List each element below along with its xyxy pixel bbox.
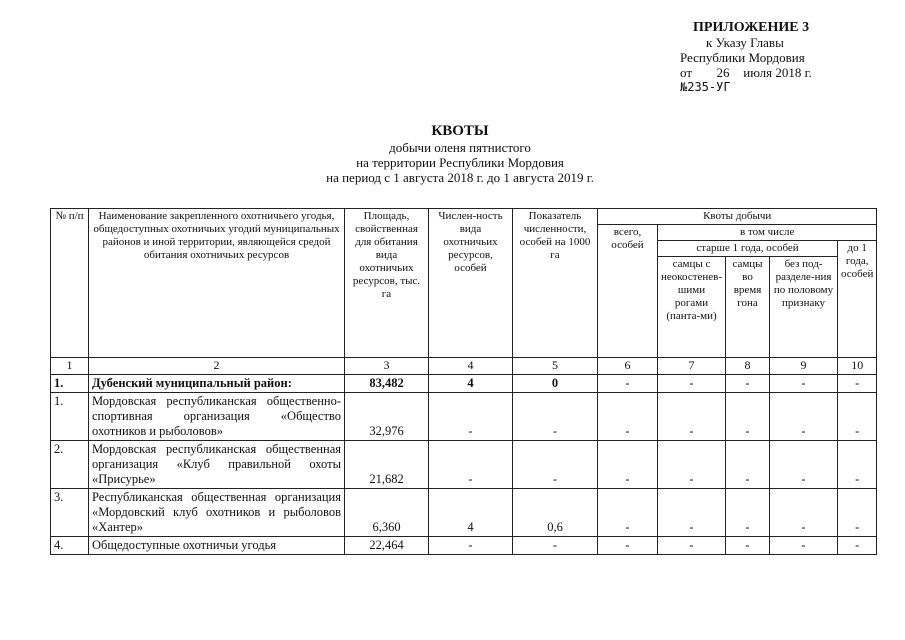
column-number: 3 bbox=[345, 358, 429, 375]
row-young: - bbox=[838, 537, 877, 555]
row-count: - bbox=[429, 537, 513, 555]
date-prefix: от bbox=[680, 65, 693, 80]
header-including: в том числе bbox=[658, 225, 877, 241]
header-name: Наименование закрепленного охотничьего угодья, общедоступных охотничьих угодий муниципальных районов и иной территории, являющейся средой обитания охотничьих ресурсов bbox=[89, 209, 345, 358]
row-number: 2. bbox=[51, 441, 89, 489]
row-young: - bbox=[838, 393, 877, 441]
row-young: - bbox=[838, 375, 877, 393]
row-young: - bbox=[838, 489, 877, 537]
row-no-sex: - bbox=[770, 375, 838, 393]
heading-line-2: на территории Республики Мордовия bbox=[356, 155, 564, 170]
column-number: 5 bbox=[513, 358, 598, 375]
row-area: 83,482 bbox=[345, 375, 429, 393]
heading-line-3: на период с 1 августа 2018 г. до 1 августа 2019 г. bbox=[326, 170, 594, 185]
row-density: 0,6 bbox=[513, 489, 598, 537]
header-count: Числен-ность вида охотничьих ресурсов, особей bbox=[429, 209, 513, 358]
header-males-antlers: самцы с неокостенев-шими рогами (панта-ми) bbox=[658, 257, 726, 358]
header-males-rut: самцы во время гона bbox=[726, 257, 770, 358]
header-quotas: Квоты добычи bbox=[598, 209, 877, 225]
row-no-sex: - bbox=[770, 537, 838, 555]
header-total: всего, особей bbox=[598, 225, 658, 358]
date-day: 26 bbox=[716, 65, 730, 80]
header-young: до 1 года, особей bbox=[838, 241, 877, 358]
row-number: 4. bbox=[51, 537, 89, 555]
row-area: 21,682 bbox=[345, 441, 429, 489]
column-number: 1 bbox=[51, 358, 89, 375]
row-area: 22,464 bbox=[345, 537, 429, 555]
row-density: - bbox=[513, 393, 598, 441]
table-row-district bbox=[51, 375, 877, 393]
appendix-block bbox=[680, 20, 900, 95]
quota-table bbox=[50, 208, 877, 555]
row-count: 4 bbox=[429, 375, 513, 393]
row-total: - bbox=[598, 489, 658, 537]
row-name: Республиканская общественная организация «Мордовский клуб охотников и рыболовов «Хантер» bbox=[89, 489, 345, 537]
column-number: 6 bbox=[598, 358, 658, 375]
row-males-antlers: - bbox=[658, 537, 726, 555]
row-males-rut: - bbox=[726, 375, 770, 393]
header-no: № п/п bbox=[51, 209, 89, 358]
row-area: 6,360 bbox=[345, 489, 429, 537]
row-no-sex: - bbox=[770, 489, 838, 537]
row-count: 4 bbox=[429, 489, 513, 537]
row-males-antlers: - bbox=[658, 393, 726, 441]
header-area: Площадь, свойственная для обитания вида охотничьих ресурсов, тыс. га bbox=[345, 209, 429, 358]
row-males-antlers: - bbox=[658, 489, 726, 537]
row-count: - bbox=[429, 441, 513, 489]
row-number: 1. bbox=[51, 393, 89, 441]
appendix-date bbox=[680, 65, 900, 80]
row-no-sex: - bbox=[770, 441, 838, 489]
row-males-antlers: - bbox=[658, 441, 726, 489]
row-density: 0 bbox=[513, 375, 598, 393]
document-heading bbox=[220, 124, 700, 185]
table-row bbox=[51, 489, 877, 537]
row-name: Мордовская республиканская общественно-спортивная организация «Общество охотников и рыболовов» bbox=[89, 393, 345, 441]
row-males-rut: - bbox=[726, 537, 770, 555]
date-rest: июля 2018 г. bbox=[743, 65, 812, 80]
row-males-rut: - bbox=[726, 441, 770, 489]
table-row bbox=[51, 393, 877, 441]
row-number: 3. bbox=[51, 489, 89, 537]
appendix-title: ПРИЛОЖЕНИЕ 3 bbox=[693, 20, 810, 35]
row-number: 1. bbox=[51, 375, 89, 393]
row-no-sex: - bbox=[770, 393, 838, 441]
appendix-line-decree: к Указу Главы bbox=[706, 35, 784, 50]
row-density: - bbox=[513, 537, 598, 555]
column-number-row bbox=[51, 358, 877, 375]
row-total: - bbox=[598, 375, 658, 393]
row-total: - bbox=[598, 393, 658, 441]
row-males-rut: - bbox=[726, 489, 770, 537]
row-name: Дубенский муниципальный район: bbox=[89, 375, 345, 393]
table-row bbox=[51, 441, 877, 489]
table-row bbox=[51, 537, 877, 555]
row-count: - bbox=[429, 393, 513, 441]
appendix-line-republic: Республики Мордовия bbox=[680, 50, 805, 65]
row-name: Мордовская республиканская общественная организация «Клуб правильной охоты «Присурье» bbox=[89, 441, 345, 489]
row-total: - bbox=[598, 441, 658, 489]
row-males-rut: - bbox=[726, 393, 770, 441]
column-number: 10 bbox=[838, 358, 877, 375]
column-number: 4 bbox=[429, 358, 513, 375]
row-name: Общедоступные охотничьи угодья bbox=[89, 537, 345, 555]
document-title: КВОТЫ bbox=[431, 123, 489, 139]
column-number: 8 bbox=[726, 358, 770, 375]
column-number: 2 bbox=[89, 358, 345, 375]
column-number: 7 bbox=[658, 358, 726, 375]
row-total: - bbox=[598, 537, 658, 555]
row-density: - bbox=[513, 441, 598, 489]
column-number: 9 bbox=[770, 358, 838, 375]
heading-line-1: добычи оленя пятнистого bbox=[389, 140, 531, 155]
header-older: старше 1 года, особей bbox=[658, 241, 838, 257]
row-area: 32,976 bbox=[345, 393, 429, 441]
row-males-antlers: - bbox=[658, 375, 726, 393]
row-young: - bbox=[838, 441, 877, 489]
header-no-sex: без под-разделе-ния по половому признаку bbox=[770, 257, 838, 358]
decree-number: №235-УГ bbox=[680, 80, 731, 94]
header-density: Показатель численности, особей на 1000 га bbox=[513, 209, 598, 358]
